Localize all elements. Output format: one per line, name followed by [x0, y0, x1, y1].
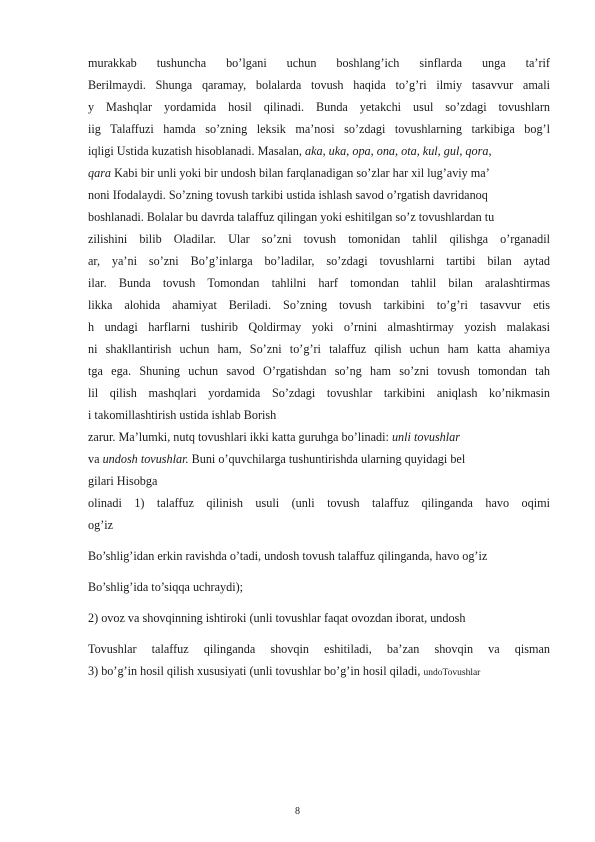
- text-line-7: noni Ifodalaydi. So’zning tovush tarkibi ustida ishlash savod o’rgatish davridanoq: [88, 188, 488, 202]
- text-line-24: Bo’shlig’ida to’siqqa uchraydi);: [88, 580, 244, 594]
- text-line-9: zilishini bilib Oladilar. Ular so’zni tovush tomonidan tahlil qilishga o’rganadil: [88, 232, 550, 246]
- text-line-3: y Mashqlar yordamida hosil qilinadi. Bunda yetakchi usul so’zdagi tovushlarn: [88, 100, 550, 114]
- text-line-19: [88, 448, 550, 470]
- text-line-6: [88, 162, 550, 184]
- text-line-12: likka alohida ahamiyat Beriladi. So’zning tovush tarkibini to’g’ri tasavvur etis: [88, 298, 550, 312]
- text-line-2: Berilmaydi. Shunga qaramay, bolalarda tovush haqida to’g’ri ilmiy tasavvur amali: [88, 78, 550, 92]
- text-line-8: boshlanadi. Bolalar bu davrda talaffuz qilingan yoki eshitilgan so’z tovushlardan tu: [88, 210, 495, 224]
- text-line-5: [88, 140, 550, 162]
- text-line-18: [88, 426, 550, 448]
- text-line-15: tga ega. Shuning uchun savod O’rgatishdan so’ng ham so’zni tovush tomondan tah: [88, 364, 550, 378]
- text-line-27-regular: 3) bo’g’in hosil qilish xususiyati (unli tovushlar bo’g’in hosil qiladi,: [88, 664, 424, 678]
- text-line-6-italic-example: qara: [88, 166, 112, 180]
- text-line-19-regular-end: Buni o’quvchilarga tushuntirishda ularning quyidagi bel: [188, 452, 466, 466]
- document-page: [88, 52, 550, 682]
- page-number: 8: [295, 806, 300, 817]
- text-line-17: i takomillashtirish ustida ishlab Borish: [88, 408, 277, 422]
- text-line-13: h undagi harflarni tushirib Qoldirmay yoki o’rnini almashtirmay yozish malakasi: [88, 320, 550, 334]
- text-line-6-regular: Kabi bir unli yoki bir undosh bilan farqlanadigan so’zlar har xil lug’aviy ma’: [111, 166, 490, 180]
- text-line-16: lil qilish mashqlari yordamida So’zdagi tovushlar tarkibini aniqlash ko’nikmasin: [88, 386, 550, 400]
- text-line-5-italic-examples: aka, uka, opa, ona, ota, kul, gul, qora,: [304, 144, 492, 158]
- text-line-25: 2) ovoz va shovqinning ishtiroki (unli tovushlar faqat ovozdan iborat, undosh: [88, 611, 466, 625]
- text-line-19-italic-term: undosh tovushlar.: [102, 452, 189, 466]
- text-line-27: [88, 660, 550, 682]
- text-line-22: og’iz: [88, 518, 114, 532]
- text-line-20: gilari Hisobga: [88, 474, 158, 488]
- text-line-23: Bo’shlig’idan erkin ravishda o’tadi, undosh tovush talaffuz qilinganda, havo og’iz: [88, 549, 488, 563]
- text-line-11: ilar. Bunda tovush Tomondan tahlilni harf tomondan tahlil bilan aralashtirmas: [88, 276, 550, 290]
- text-line-10: ar, ya’ni so’zni Bo’g’inlarga bo’ladilar, so’zdagi tovushlarni tartibi bilan aytad: [88, 254, 550, 268]
- text-line-1: murakkab tushuncha bo’lgani uchun boshlang’ich sinflarda unga ta’rif: [88, 56, 550, 70]
- text-line-18-regular: zarur. Ma’lumki, nutq tovushlari ikki katta guruhga bo’linadi:: [88, 430, 392, 444]
- text-line-26: Tovushlar talaffuz qilinganda shovqin eshitiladi, ba’zan shovqin va qisman: [88, 642, 550, 656]
- text-line-5-regular: iqligi Ustida kuzatish hisoblanadi. Masalan,: [88, 144, 305, 158]
- text-line-21: olinadi 1) talaffuz qilinish usuli (unli tovush talaffuz qilinganda havo oqimi: [88, 496, 550, 510]
- text-line-18-italic-term: unli tovushlar: [391, 430, 461, 444]
- text-line-14: ni shakllantirish uchun ham, So’zni to’g’ri talaffuz qilish uchun ham katta ahamiya: [88, 342, 550, 356]
- text-line-27-small: undoTovushlar: [423, 668, 481, 678]
- text-line-4: iig Talaffuzi hamda so’zning leksik ma’nosi so’zdagi tovushlarning tarkibiga bog’l: [88, 122, 550, 136]
- text-line-19-regular: va: [88, 452, 103, 466]
